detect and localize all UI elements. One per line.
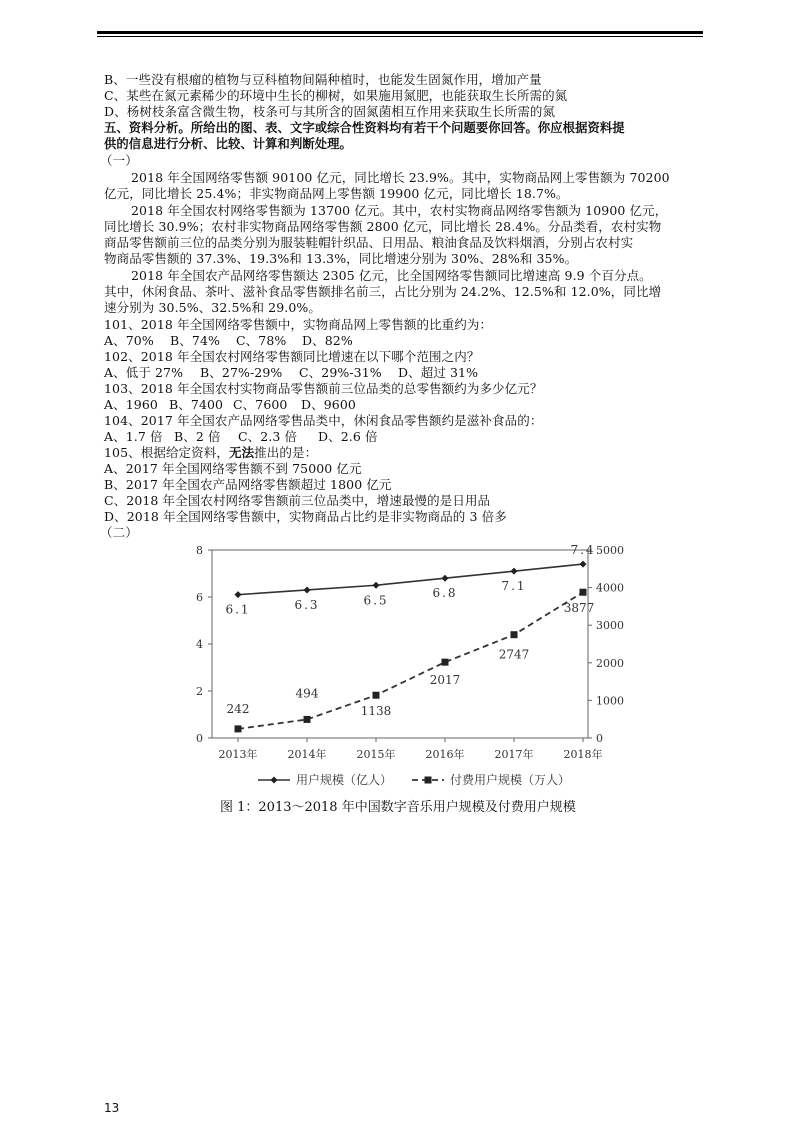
option-c-line: C、某些在氮元素稀少的环境中生长的柳树，如果施用氮肥，也能获取生长所需的氮 <box>104 88 568 103</box>
question-105-prefix: 105、根据给定资料， <box>104 445 229 460</box>
user-scale-data-label: 7.1 <box>501 579 527 594</box>
question-103: 103、2018 年全国农村实物商品零售额前三位品类的总零售额约为多少亿元？ <box>104 381 543 396</box>
option-a: A、低于 27% <box>104 365 184 380</box>
option-d: D、9600 <box>301 397 356 412</box>
left-tick-label: 6 <box>196 591 203 604</box>
chart-caption: 图 1：2013～2018 年中国数字音乐用户规模及付费用户规模 <box>220 800 576 815</box>
chart-svg <box>150 540 624 800</box>
legend-paying-users-label: 付费用户规模（万人） <box>450 773 571 787</box>
question-104: 104、2017 年全国农产品网络零售品类中，休闲食品零售额约是滋补食品的： <box>104 413 543 428</box>
user-scale-marker <box>511 568 518 575</box>
option-c: C、7600 <box>233 397 288 412</box>
option-c: C、29%-31% <box>299 365 382 380</box>
paying-users-data-label: 3877 <box>563 601 595 616</box>
header-rule-thin <box>97 36 703 37</box>
left-tick-label: 4 <box>196 638 203 651</box>
paying-users-marker <box>580 589 587 596</box>
section-heading-line1: 五、资料分析。所给出的图、表、文字或综合性资料均有若干个问题要你回答。你应根据资料提 <box>104 121 625 135</box>
paying-users-line <box>238 592 583 729</box>
right-tick-label: 2000 <box>596 656 624 670</box>
paying-users-data-label: 2747 <box>498 647 530 662</box>
subsection-one: （一） <box>100 153 138 168</box>
x-tick-label: 2016年 <box>425 748 465 761</box>
user-scale-data-label: 6.8 <box>432 586 458 601</box>
paying-users-marker <box>235 725 242 732</box>
right-tick-label: 0 <box>596 732 603 745</box>
paying-users-data-label: 242 <box>226 701 250 716</box>
para2-line1: 2018 年全国农村网络零售额为 13700 亿元。其中，农村实物商品网络零售额为 10900 亿元， <box>131 203 668 218</box>
right-tick-label: 1000 <box>596 694 624 708</box>
x-tick-label: 2013年 <box>218 748 258 761</box>
para2-line2: 同比增长 30.9%；农村非实物商品网络零售额 2800 亿元，同比增长 28.4%。分品类看，农村实物 <box>104 219 662 234</box>
x-tick-label: 2014年 <box>287 748 327 761</box>
right-tick-label: 3000 <box>596 619 624 633</box>
option-a: A、1.7 倍 <box>104 429 163 444</box>
legend-user-scale-marker <box>271 777 278 784</box>
user-scale-marker <box>235 591 242 598</box>
paying-users-data-label: 1138 <box>360 704 392 719</box>
para1-line1: 2018 年全国网络零售额 90100 亿元，同比增长 23.9%。其中，实物商品网上零售额为 70200 <box>131 170 670 185</box>
paying-users-marker <box>442 659 449 666</box>
para2-line3: 商品零售额前三位的品类分别为服装鞋帽针织品、日用品、粮油食品及饮料烟酒，分别占农村实 <box>104 235 634 250</box>
left-tick-label: 8 <box>196 544 203 557</box>
option-c: C、2.3 倍 <box>238 429 298 444</box>
header-rule-thick <box>97 31 703 34</box>
user-scale-data-label: 6.1 <box>225 602 251 617</box>
question-102: 102、2018 年全国农村网络零售额同比增速在以下哪个范围之内？ <box>104 349 480 364</box>
question-105-option-c: C、2018 年全国农村网络零售额前三位品类中，增速最慢的是日用品 <box>104 493 491 508</box>
option-b-line: B、一些没有根瘤的植物与豆科植物间隔种植时，也能发生固氮作用，增加产量 <box>104 72 542 87</box>
question-105-emphasis: 无法 <box>228 445 255 460</box>
question-101: 101、2018 年全国网络零售额中，实物商品网上零售额的比重约为： <box>104 317 493 332</box>
question-103-options <box>104 397 356 413</box>
user-scale-data-label: 7.4 <box>570 543 596 558</box>
legend-user-scale-label: 用户规模（亿人） <box>296 773 393 787</box>
right-tick-label: 4000 <box>596 581 624 595</box>
user-scale-marker <box>373 582 380 589</box>
option-a: A、70% <box>104 333 154 348</box>
para3-line3: 速分别为 30.5%、32.5%和 29.0%。 <box>104 300 321 315</box>
option-c: C、78% <box>236 333 287 348</box>
question-105-option-b: B、2017 年全国农产品网络零售额超过 1800 亿元 <box>104 477 392 492</box>
option-a: A、1960 <box>104 397 158 412</box>
option-b: B、2 倍 <box>174 429 221 444</box>
right-tick-label: 5000 <box>596 544 624 557</box>
question-104-options <box>104 429 378 445</box>
left-tick-label: 2 <box>196 685 203 698</box>
user-scale-data-label: 6.5 <box>363 593 389 608</box>
user-scale-line <box>238 564 583 595</box>
question-105-option-d: D、2018 年全国网络零售额中，实物商品占比约是非实物商品的 3 倍多 <box>104 509 507 524</box>
user-scale-data-label: 6.3 <box>294 597 320 612</box>
para2-line4: 物商品零售额的 37.3%、19.3%和 13.3%，同比增速分别为 30%、28%和 35%。 <box>104 251 578 266</box>
option-b: B、74% <box>170 333 220 348</box>
page-number: 13 <box>104 1101 120 1115</box>
option-d: D、82% <box>302 333 353 348</box>
x-tick-label: 2015年 <box>356 748 396 761</box>
option-d-line: D、杨树枝条富含微生物，枝条可与其所含的固氮菌相互作用来获取生长所需的氮 <box>104 104 556 119</box>
left-tick-label: 0 <box>196 732 203 745</box>
user-scale-marker <box>442 575 449 582</box>
question-105-option-a: A、2017 年全国网络零售额不到 75000 亿元 <box>104 461 362 476</box>
question-105 <box>104 445 317 461</box>
option-d: D、2.6 倍 <box>318 429 378 444</box>
paying-users-marker <box>373 692 380 699</box>
paying-users-data-label: 494 <box>295 686 319 701</box>
paying-users-marker <box>511 631 518 638</box>
subsection-two: （二） <box>100 525 138 540</box>
section-heading-line2: 供的信息进行分析、比较、计算和判断处理。 <box>104 137 352 151</box>
para3-line1: 2018 年全国农产品网络零售额达 2305 亿元，比全国网络零售额同比增速高 9.9 个百分点。 <box>131 268 652 283</box>
x-tick-label: 2017年 <box>494 748 534 761</box>
question-102-options <box>104 365 478 381</box>
user-scale-marker <box>580 561 587 568</box>
question-101-options <box>104 333 353 349</box>
option-d: D、超过 31% <box>398 365 479 380</box>
para3-line2: 其中，休闲食品、茶叶、滋补食品零售额排名前三，占比分别为 24.2%、12.5%和 12.0%，同比增 <box>104 284 662 299</box>
legend-paying-users-marker <box>425 777 432 784</box>
para1-line2: 亿元，同比增长 25.4%；非实物商品网上零售额 19900 亿元，同比增长 18.7%。 <box>104 186 569 201</box>
option-b: B、7400 <box>169 397 224 412</box>
paying-users-data-label: 2017 <box>429 673 461 688</box>
paying-users-marker <box>304 716 311 723</box>
user-scale-marker <box>304 586 311 593</box>
music-users-chart <box>150 540 624 800</box>
option-b: B、27%-29% <box>200 365 283 380</box>
question-105-suffix: 推出的是： <box>254 445 318 460</box>
x-tick-label: 2018年 <box>563 748 603 761</box>
